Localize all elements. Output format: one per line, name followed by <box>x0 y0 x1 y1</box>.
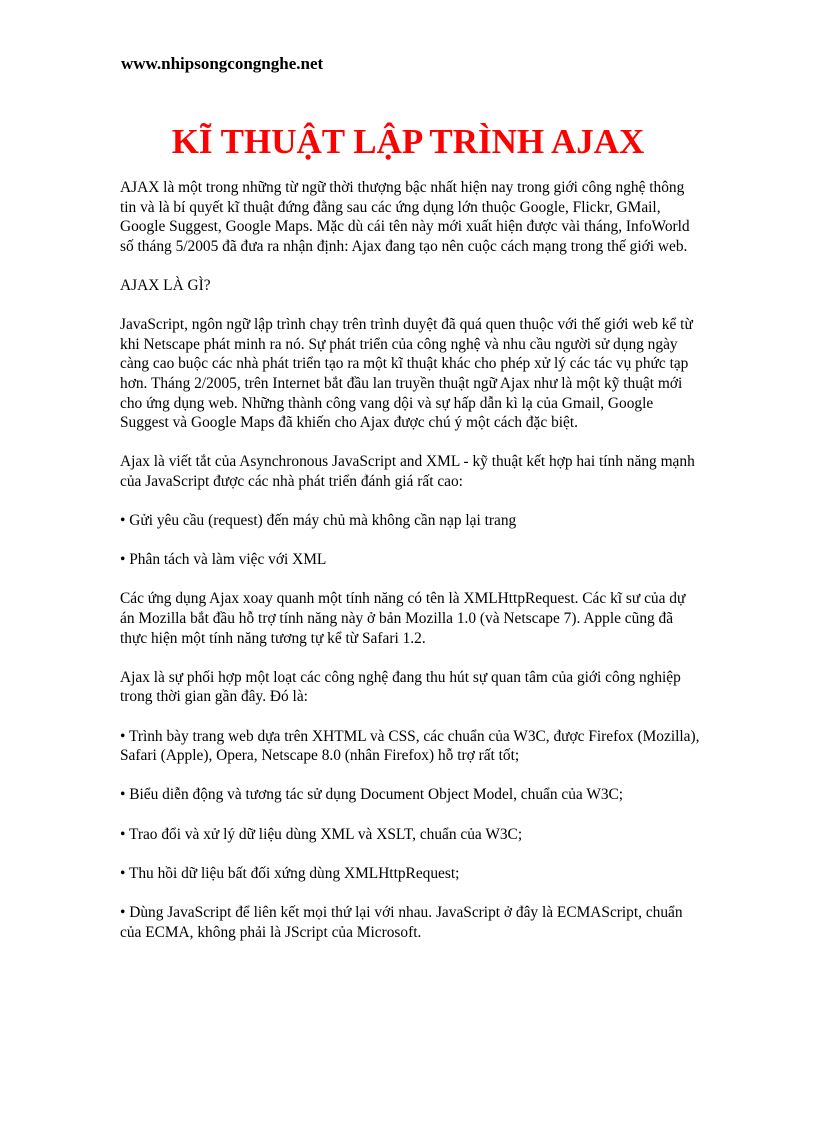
feature-item: • Phân tách và làm việc với XML <box>120 551 327 569</box>
feature-item: • Gửi yêu cầu (request) đến máy chủ mà không cần nạp lại trang <box>120 512 517 530</box>
intro-paragraph: AJAX là một trong những từ ngữ thời thượng bậc nhất hiện nay trong giới công nghệ thông tin và là bí quyết kĩ thuật đứng đằng sau các ứng dụng lớn thuộc Google, Flickr, GMail, Google Suggest, Google Maps. Mặc dù cái tên này mới xuất hiện được vài tháng, InfoWorld số tháng 5/2005 đã đưa ra nhận định: Ajax đang tạo nên cuộc cách mạng trong thế giới web. <box>120 179 690 255</box>
technology-item: • Trao đổi và xử lý dữ liệu dùng XML và XSLT, chuẩn của W3C; <box>120 825 523 843</box>
technology-item: • Biểu diễn động và tương tác sử dụng Document Object Model, chuẩn của W3C; <box>120 786 624 804</box>
combination-paragraph: Ajax là sự phối hợp một loạt các công nghệ đang thu hút sự quan tâm của giới công nghiệp trong thời gian gần đây. Đó là: <box>120 668 681 706</box>
technology-item: • Dùng JavaScript để liên kết mọi thứ lại với nhau. JavaScript ở đây là ECMAScript, chuẩn của ECMA, không phải là JScript của Microsoft. <box>120 903 683 941</box>
site-url: www.nhipsongcongnghe.net <box>121 54 324 73</box>
definition-paragraph: Ajax là viết tắt của Asynchronous JavaScript and XML - kỹ thuật kết hợp hai tính năng mạnh của JavaScript được các nhà phát triển đánh giá rất cao: <box>120 453 695 490</box>
document-title: KĨ THUẬT LẬP TRÌNH AJAX <box>171 122 645 161</box>
xmlhttprequest-paragraph: Các ứng dụng Ajax xoay quanh một tính năng có tên là XMLHttpRequest. Các kĩ sư của dự án Mozilla bắt đầu hỗ trợ tính năng này ở bản Mozilla 1.0 (và Netscape 7). Apple cũng đã thực hiện một tính năng tương tự kể từ Safari 1.2. <box>120 590 686 647</box>
technology-item: • Trình bày trang web dựa trên XHTML và CSS, các chuẩn của W3C, được Firefox (Mozilla), Safari (Apple), Opera, Netscape 8.0 (nhân Firefox) hỗ trợ rất tốt; <box>120 727 700 765</box>
document-body <box>120 178 700 962</box>
javascript-paragraph: JavaScript, ngôn ngữ lập trình chạy trên trình duyệt đã quá quen thuộc với thế giới web kể từ khi Netscape phát minh ra nó. Sự phát triển của công nghệ và nhu cầu người sử dụng ngày càng cao buộc các nhà phát triển tạo ra một kĩ thuật khác cho phép xử lý các tác vụ phức tạp hơn. Tháng 2/2005, trên Internet bắt đầu lan truyền thuật ngữ Ajax như là một kỹ thuật mới cho ứng dụng web. Những thành công vang dội và sự hấp dẫn kì lạ của Gmail, Google Suggest và Google Maps đã khiến cho Ajax được chú ý một cách đặc biệt. <box>120 316 693 432</box>
technology-item: • Thu hồi dữ liệu bất đối xứng dùng XMLHttpRequest; <box>120 864 460 882</box>
section-heading: AJAX LÀ GÌ? <box>120 276 211 294</box>
